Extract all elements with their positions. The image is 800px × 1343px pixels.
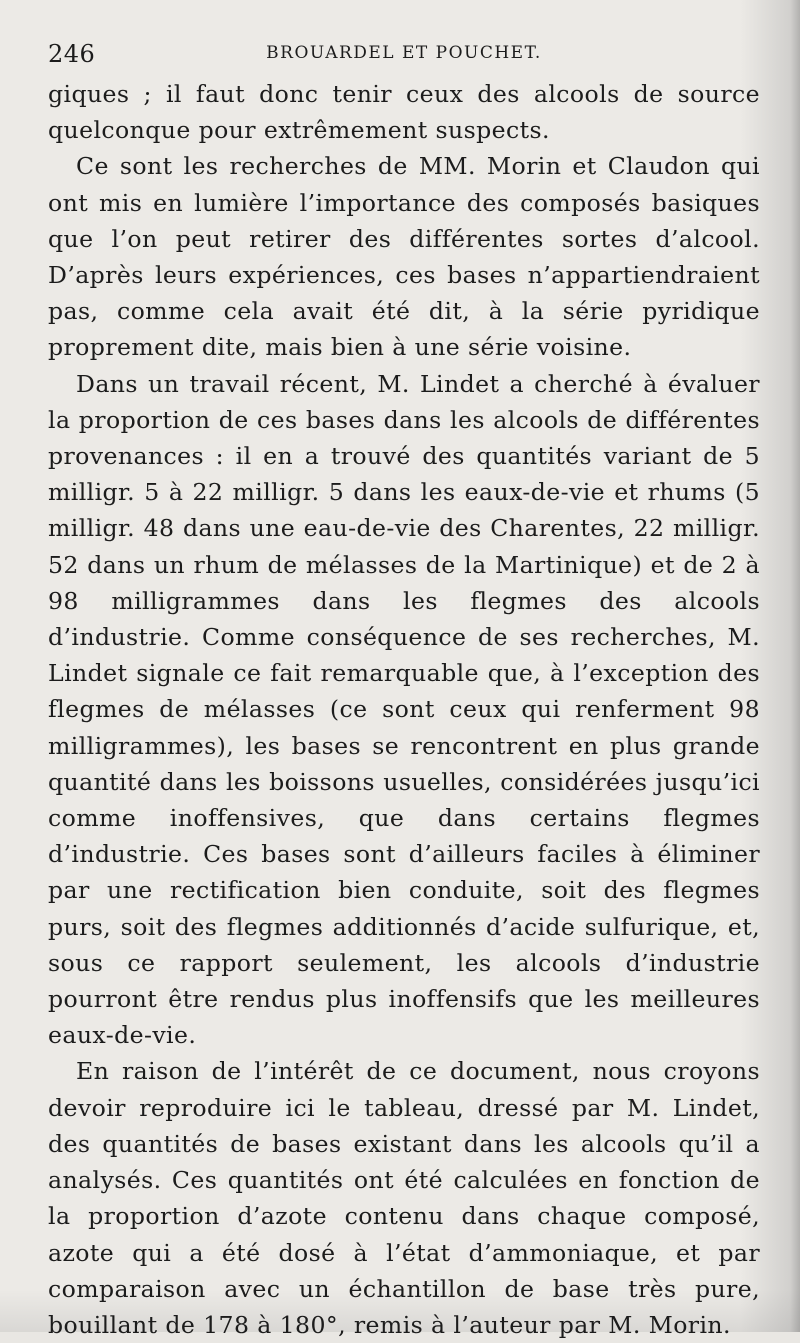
paragraph-4: En raison de l’intérêt de ce document, nous croyons devoir reproduire ici le tableau, dressé par M. Lindet, des quantités de bases existant dans les alcools qu’il a analysés. Ces quantités ont été calculées en fonction de la proportion d’azote contenu dans chaque composé, azote qui a été dosé à l’état d’ammoniaque, et par comparaison avec un échantillon de base très pure, bouillant de 178 à 180°, remis à l’auteur par M. Morin. [48,1057,760,1339]
page-number: 246 [48,40,96,68]
running-title: BROUARDEL ET POUCHET. [266,43,542,63]
body-text [48,76,760,1343]
page-header [48,40,760,74]
paragraph-3: Dans un travail récent, M. Lindet a cherché à évaluer la proportion de ces bases dans les alcools de différentes provenances : il en a trouvé des quantités variant de 5 milligr. 5 à 22 milligr. 5 dans les eaux-de-vie et rhums (5 milligr. 48 dans une eau-de-vie des Charentes, 22 milligr. 52 dans un rhum de mélasses de la Martinique) et de 2 à 98 milligrammes dans les flegmes des alcools d’industrie. Comme conséquence de ses recherches, M. Lindet signale ce fait remarquable que, à l’exception des flegmes de mélasses (ce sont ceux qui renferment 98 milligrammes), les bases se rencontrent en plus grande quantité dans les boissons usuelles, considérées jusqu’ici comme inoffensives, que dans certains flegmes d’industrie. Ces bases sont d’ailleurs faciles à éliminer par une rectification bien conduite, soit des flegmes purs, soit des flegmes additionnés d’acide sulfurique, et, sous ce rapport seulement, les alcools d’industrie pourront être rendus plus inoffensifs que les meilleures eaux-de-vie. [48,369,760,1050]
paragraph-1: giques ; il faut donc tenir ceux des alcools de source quelconque pour extrêmement suspects. [48,80,760,145]
paragraph-2: Ce sont les recherches de MM. Morin et Claudon qui ont mis en lumière l’importance des composés basiques que l’on peut retirer des différentes sortes d’alcool. D’après leurs expériences, ces bases n’appartiendraient pas, comme cela avait été dit, à la série pyridique proprement dite, mais bien à une série voisine. [48,152,760,362]
